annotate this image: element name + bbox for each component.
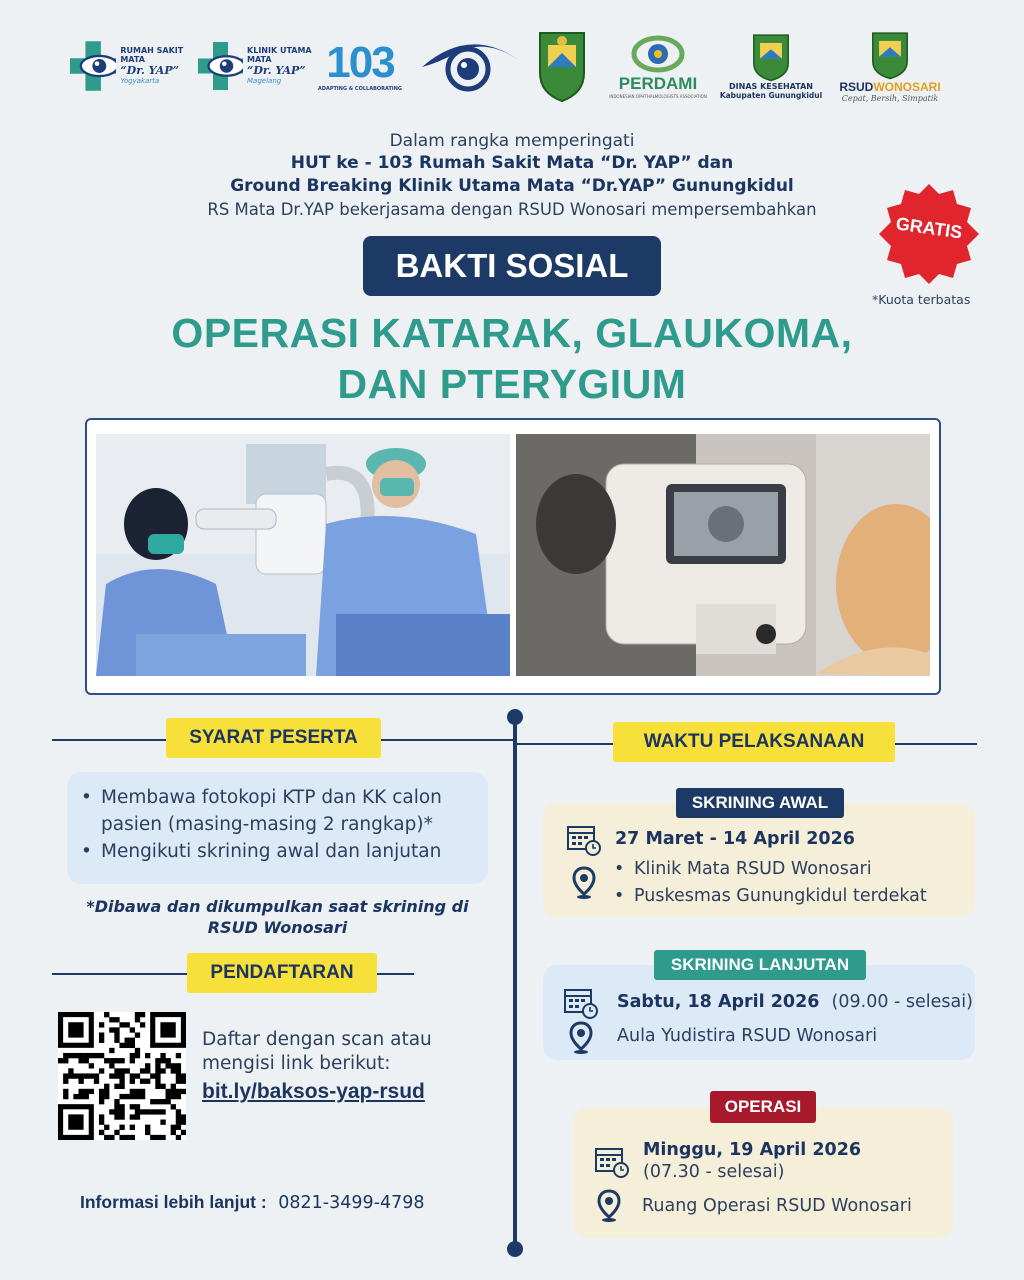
location-item: • Klinik Mata RSUD Wonosari [614, 856, 927, 883]
calendar-icon [563, 986, 599, 1020]
registration-heading: PENDAFTARAN [187, 953, 377, 993]
center-divider [513, 717, 517, 1253]
eye-exam-photo [516, 434, 930, 676]
regional-emblem-icon [534, 29, 590, 103]
contact-info [80, 1192, 425, 1213]
gratis-label: GRATIS [894, 213, 964, 243]
requirement-item: • Mengikuti skrining awal dan lanjutan [81, 838, 488, 865]
intro-text [0, 130, 1024, 221]
intro-line-4: RS Mata Dr.YAP bekerjasama dengan RSUD Wonosari mempersembahkan [207, 200, 817, 219]
rsud-wonosari-logo: RSUDWONOSARI Cepat, Bersih, Simpatik [830, 26, 950, 106]
dryap-magelang-logo: KLINIK UTAMA MATA “Dr. YAP” Magelang [198, 26, 316, 106]
requirements-note: *Dibawa dan dikumpulkan saat skrining di RSUD Wonosari [86, 897, 469, 937]
eye-icon [416, 31, 524, 101]
dinkes-gunungkidul-logo: DINAS KESEHATAN Kabupaten Gunungkidul [716, 26, 826, 106]
registration-text: Daftar dengan scan atau mengisi link berikut: [202, 1029, 432, 1074]
intro-line-2: HUT ke - 103 Rumah Sakit Mata “Dr. YAP” dan [290, 153, 734, 173]
divider-dot-top [507, 709, 523, 725]
medical-cross-eye-icon [70, 30, 116, 102]
intro-line-1: Dalam rangka memperingati [389, 131, 635, 151]
location-pin-icon [597, 1189, 621, 1223]
yayasan-eye-logo [416, 26, 526, 106]
logo-row [70, 26, 950, 106]
operasi-badge: OPERASI [710, 1091, 816, 1123]
location-pin-icon [569, 1021, 593, 1055]
skrining-lanjutan-datetime [617, 992, 973, 1012]
requirement-item: • Membawa fotokopi KTP dan KK calon pasien (masing-masing 2 rangkap)* [81, 784, 488, 838]
calendar-icon [594, 1145, 630, 1179]
skrining-lanjutan-badge: SKRINING LANJUTAN [654, 950, 866, 980]
requirements-box [67, 772, 488, 884]
gratis-badge [877, 182, 981, 286]
medical-cross-eye-icon [198, 30, 243, 102]
skrining-awal-locations [614, 856, 927, 910]
schedule-heading: WAKTU PELAKSANAAN [613, 722, 895, 762]
bakti-sosial-badge: BAKTI SOSIAL [363, 236, 661, 296]
skrining-awal-date: 27 Maret - 14 April 2026 [615, 829, 855, 849]
dryap-yogyakarta-logo: RUMAH SAKIT MATA “Dr. YAP” Yogyakarta [70, 26, 190, 106]
skrining-lanjutan-location: Aula Yudistira RSUD Wonosari [617, 1026, 878, 1046]
regional-emblem-icon [868, 30, 912, 80]
regional-emblem-icon [749, 32, 793, 82]
photo-frame [85, 418, 941, 695]
operasi-date: Minggu, 19 April 2026 [643, 1140, 862, 1160]
intro-line-3: Ground Breaking Klinik Utama Mata “Dr.YAP” Gunungkidul [230, 176, 794, 196]
skrining-awal-badge: SKRINING AWAL [676, 788, 844, 818]
location-item: • Puskesmas Gunungkidul terdekat [614, 883, 927, 910]
event-title-line-2: DAN PTERYGIUM [337, 361, 687, 407]
requirements-heading: SYARAT PESERTA [166, 718, 381, 758]
contact-label: Informasi lebih lanjut : [80, 1192, 267, 1212]
surgery-photo [96, 434, 510, 676]
event-title [0, 308, 1024, 410]
operasi-location: Ruang Operasi RSUD Wonosari [642, 1196, 912, 1216]
perdami-logo: PERDAMI INDONESIAN OPHTHALMOLOGISTS ASSOCIATION [604, 26, 712, 106]
qr-code[interactable] [58, 1012, 186, 1140]
calendar-icon [566, 823, 602, 857]
eye-icon [630, 34, 686, 74]
gunungkidul-emblem [534, 26, 594, 106]
skrining-lanjutan-date: Sabtu, 18 April 2026 [617, 992, 820, 1012]
divider-dot-bottom [507, 1241, 523, 1257]
skrining-lanjutan-time: (09.00 - selesai) [831, 992, 973, 1012]
operasi-time: (07.30 - selesai) [643, 1162, 785, 1182]
anniversary-103-logo: 103 ADAPTING & COLLABORATING [317, 38, 403, 92]
registration-link[interactable]: bit.ly/baksos-yap-rsud [202, 1080, 425, 1103]
quota-note: *Kuota terbatas [872, 292, 971, 307]
contact-phone[interactable]: 0821-3499-4798 [278, 1193, 425, 1213]
location-pin-icon [572, 866, 596, 900]
event-title-line-1: OPERASI KATARAK, GLAUKOMA, [171, 310, 853, 356]
